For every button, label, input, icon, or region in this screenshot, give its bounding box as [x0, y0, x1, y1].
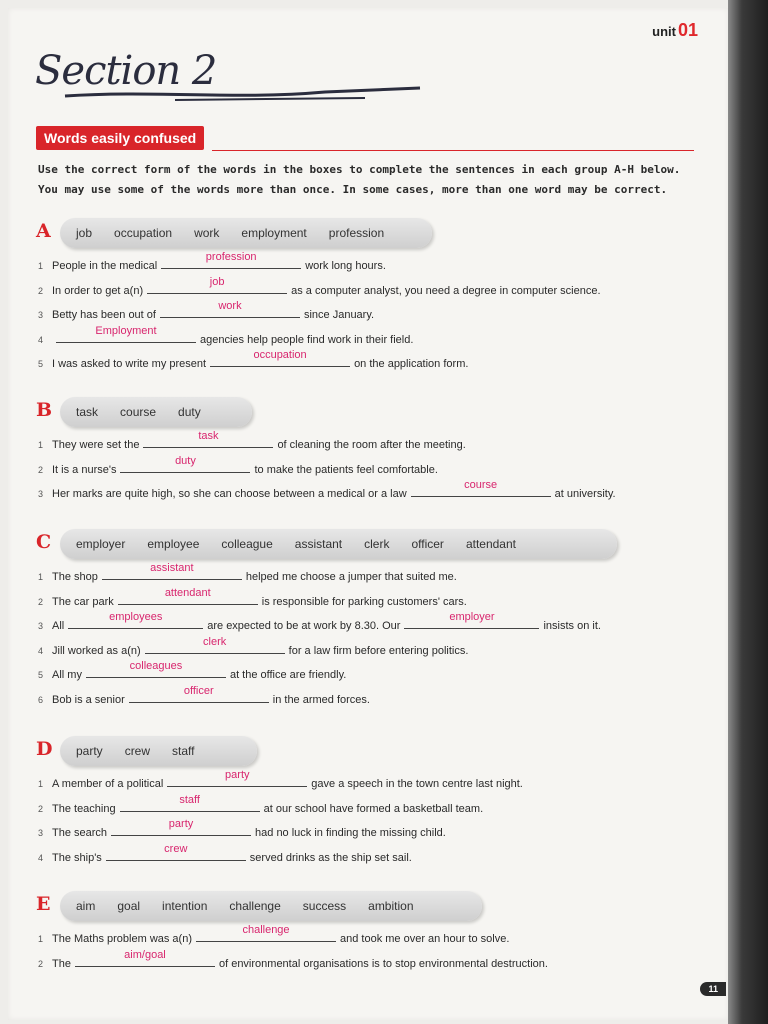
- word-option: challenge: [229, 899, 281, 913]
- exercise-item: [38, 454, 438, 478]
- item-text: on the application form.: [354, 358, 469, 371]
- word-option: job: [76, 226, 93, 240]
- item-text: They were set the: [52, 439, 140, 451]
- word-option: work: [194, 226, 220, 240]
- exercise-item: [38, 818, 446, 841]
- word-option: aim: [76, 899, 96, 913]
- item-text: at university.: [554, 488, 616, 501]
- item-text: All my: [52, 669, 82, 682]
- item-text: agencies help people find work in their field.: [200, 333, 414, 346]
- item-number: 1: [38, 261, 44, 271]
- answer-blank[interactable]: [102, 562, 242, 580]
- item-text: People in the medical: [52, 260, 158, 272]
- handwritten-answer: work: [218, 300, 242, 313]
- word-option: clerk: [364, 537, 390, 551]
- item-number: 2: [38, 464, 44, 475]
- group-letter-a: A: [36, 220, 51, 242]
- item-text: at our school have formed a basketball team.: [263, 802, 484, 815]
- exercise-item: [38, 300, 375, 323]
- exercise-item: [38, 793, 484, 817]
- item-number: 2: [38, 803, 44, 814]
- handwritten-answer: occupation: [253, 349, 307, 362]
- item-text: and took me over an hour to solve.: [340, 933, 510, 945]
- item-number: 1: [38, 934, 44, 944]
- word-box-e: [60, 891, 482, 921]
- brush-underline: [35, 84, 425, 108]
- word-option: party: [76, 744, 103, 758]
- item-text: for a law firm before entering politics.: [288, 644, 469, 657]
- item-text: In order to get a(n): [52, 284, 144, 297]
- group-letter-b: B: [36, 399, 53, 421]
- handwritten-answer: crew: [164, 842, 188, 855]
- item-text: I was asked to write my present: [52, 358, 207, 371]
- book-spine: [728, 0, 768, 1024]
- item-number: 2: [38, 596, 44, 607]
- topic-bar: [36, 126, 694, 152]
- item-text: work long hours.: [305, 260, 386, 272]
- item-text: to make the patients feel comfortable.: [254, 463, 438, 476]
- item-number: 2: [38, 285, 44, 296]
- answer-blank[interactable]: [120, 793, 260, 812]
- item-text: are expected to be at work by 8.30. Our: [207, 620, 401, 633]
- exercise-item: [38, 324, 414, 348]
- word-option: colleague: [221, 537, 273, 551]
- answer-blank[interactable]: [411, 479, 551, 497]
- word-option: attendant: [465, 537, 516, 551]
- instructions: Use the correct form of the words in the boxes to complete the sentences in each group A-H below. You may use some of the words more than once. In some cases, more than one word may be correct.: [38, 163, 681, 196]
- exercise-item: [38, 842, 412, 866]
- item-number: 4: [38, 334, 44, 345]
- handwritten-answer: employees: [109, 611, 163, 624]
- item-number: 3: [38, 310, 44, 321]
- word-option: occupation: [114, 226, 173, 240]
- handwritten-answer: challenge: [242, 924, 290, 936]
- word-box-d: [60, 736, 257, 766]
- handwritten-answer: Employment: [95, 324, 157, 337]
- handwritten-answer: course: [464, 479, 498, 492]
- item-number: 3: [38, 828, 44, 839]
- item-number: 2: [38, 958, 44, 969]
- item-text: Bob is a senior: [52, 694, 125, 706]
- topic-label: Words easily confused: [36, 126, 204, 150]
- word-option: course: [120, 405, 157, 419]
- word-option: employee: [147, 537, 200, 551]
- item-text: The car park: [52, 595, 114, 608]
- exercise-item: [38, 685, 370, 708]
- item-text: The ship's: [52, 851, 102, 864]
- item-text: Jill worked as a(n): [52, 644, 141, 657]
- handwritten-answer: attendant: [164, 586, 211, 599]
- exercise-item: [38, 635, 469, 659]
- item-text: A member of a political: [52, 778, 164, 790]
- word-option: crew: [124, 744, 151, 758]
- word-option: officer: [411, 537, 444, 551]
- exercise-item: [38, 948, 548, 972]
- item-text: gave a speech in the town centre last night.: [311, 778, 523, 790]
- item-text: Betty has been out of: [52, 309, 156, 322]
- section-title-text: Section 2: [35, 48, 217, 94]
- item-text: is responsible for parking customers' cars.: [261, 595, 467, 608]
- answer-blank[interactable]: [167, 769, 307, 787]
- answer-blank[interactable]: [160, 300, 300, 318]
- answer-blank[interactable]: [210, 349, 350, 367]
- exercise-item: [38, 479, 616, 502]
- handwritten-answer: party: [168, 818, 194, 831]
- item-text: It is a nurse's: [52, 463, 117, 476]
- item-number: 5: [38, 359, 44, 370]
- item-number: 1: [38, 779, 44, 789]
- item-text: of cleaning the room after the meeting.: [277, 439, 466, 451]
- answer-blank[interactable]: [68, 611, 203, 629]
- item-text: helped me choose a jumper that suited me.: [245, 571, 457, 583]
- word-option: profession: [328, 226, 385, 240]
- word-option: task: [76, 405, 99, 419]
- item-text: since January.: [303, 309, 375, 322]
- handwritten-answer: profession: [205, 251, 257, 263]
- item-number: 5: [38, 670, 44, 681]
- word-box-a: [60, 218, 432, 248]
- item-number: 3: [38, 489, 44, 500]
- answer-blank[interactable]: [129, 685, 269, 703]
- exercise-item: [38, 660, 347, 683]
- exercise-item: [38, 586, 467, 610]
- answer-blank[interactable]: [56, 324, 196, 343]
- handwritten-answer: aim/goal: [124, 948, 166, 961]
- word-option: staff: [172, 744, 195, 758]
- group-letter-e: E: [36, 893, 51, 915]
- answer-blank[interactable]: [118, 586, 258, 605]
- item-text: Her marks are quite high, so she can choose between a medical or a law: [52, 488, 407, 501]
- handwritten-answer: clerk: [203, 635, 227, 648]
- item-text: of environmental organisations is to stop environmental destruction.: [218, 957, 548, 970]
- item-text: as a computer analyst, you need a degree in computer science.: [291, 284, 601, 297]
- answer-blank[interactable]: [404, 611, 539, 629]
- item-text: at the office are friendly.: [229, 669, 347, 682]
- word-option: duty: [178, 405, 201, 419]
- item-text: in the armed forces.: [272, 694, 370, 706]
- item-text: served drinks as the ship set sail.: [249, 851, 412, 864]
- item-text: The Maths problem was a(n): [52, 933, 192, 945]
- word-option: employer: [76, 537, 126, 551]
- answer-blank[interactable]: [196, 924, 336, 942]
- word-option: assistant: [294, 537, 343, 551]
- item-text: insists on it.: [543, 620, 601, 633]
- item-number: 1: [38, 572, 44, 582]
- answer-blank[interactable]: [86, 660, 226, 678]
- answer-blank[interactable]: [120, 454, 250, 473]
- exercise-item: [38, 611, 601, 634]
- handwritten-answer: party: [225, 769, 250, 781]
- topic-rule: [212, 150, 694, 151]
- word-option: ambition: [368, 899, 414, 913]
- handwritten-answer: task: [198, 430, 219, 442]
- handwritten-answer: job: [209, 275, 225, 288]
- unit-label: [652, 20, 698, 41]
- page-number: 11: [700, 982, 726, 996]
- unit-number: 01: [677, 20, 698, 40]
- item-number: 4: [38, 852, 44, 863]
- exercise-item: [38, 562, 457, 585]
- item-number: 6: [38, 695, 44, 705]
- handwritten-answer: duty: [175, 454, 196, 467]
- section-title: [35, 48, 216, 94]
- handwritten-answer: employer: [449, 611, 495, 624]
- word-box-c: [60, 529, 617, 559]
- handwritten-answer: colleagues: [129, 660, 183, 673]
- item-text: The teaching: [52, 802, 116, 815]
- handwritten-answer: staff: [179, 793, 200, 806]
- word-option: success: [302, 899, 347, 913]
- unit-word: unit: [652, 24, 676, 39]
- item-text: had no luck in finding the missing child.: [255, 827, 446, 840]
- exercise-item: [38, 769, 523, 792]
- item-number: 1: [38, 440, 44, 450]
- item-text: The: [52, 957, 71, 970]
- group-letter-d: D: [36, 738, 53, 760]
- exercise-item: [38, 924, 510, 947]
- item-text: The search: [52, 827, 108, 840]
- exercise-item: [38, 430, 466, 453]
- word-box-b: [60, 397, 252, 427]
- answer-blank[interactable]: [143, 430, 273, 448]
- exercise-item: [38, 349, 469, 372]
- answer-blank[interactable]: [111, 818, 251, 836]
- item-number: 4: [38, 645, 44, 656]
- exercise-item: [38, 275, 601, 299]
- answer-blank[interactable]: [106, 842, 246, 861]
- item-text: All: [52, 620, 65, 633]
- word-option: employment: [241, 226, 307, 240]
- handwritten-answer: assistant: [150, 562, 194, 574]
- item-number: 3: [38, 621, 44, 632]
- group-letter-c: C: [36, 531, 52, 553]
- answer-blank[interactable]: [147, 275, 287, 294]
- exercise-item: [38, 251, 386, 274]
- handwritten-answer: officer: [183, 685, 214, 697]
- answer-blank[interactable]: [75, 948, 215, 967]
- item-text: The shop: [52, 571, 98, 583]
- word-option: goal: [117, 899, 141, 913]
- answer-blank[interactable]: [161, 251, 301, 269]
- answer-blank[interactable]: [145, 635, 285, 654]
- word-option: intention: [162, 899, 208, 913]
